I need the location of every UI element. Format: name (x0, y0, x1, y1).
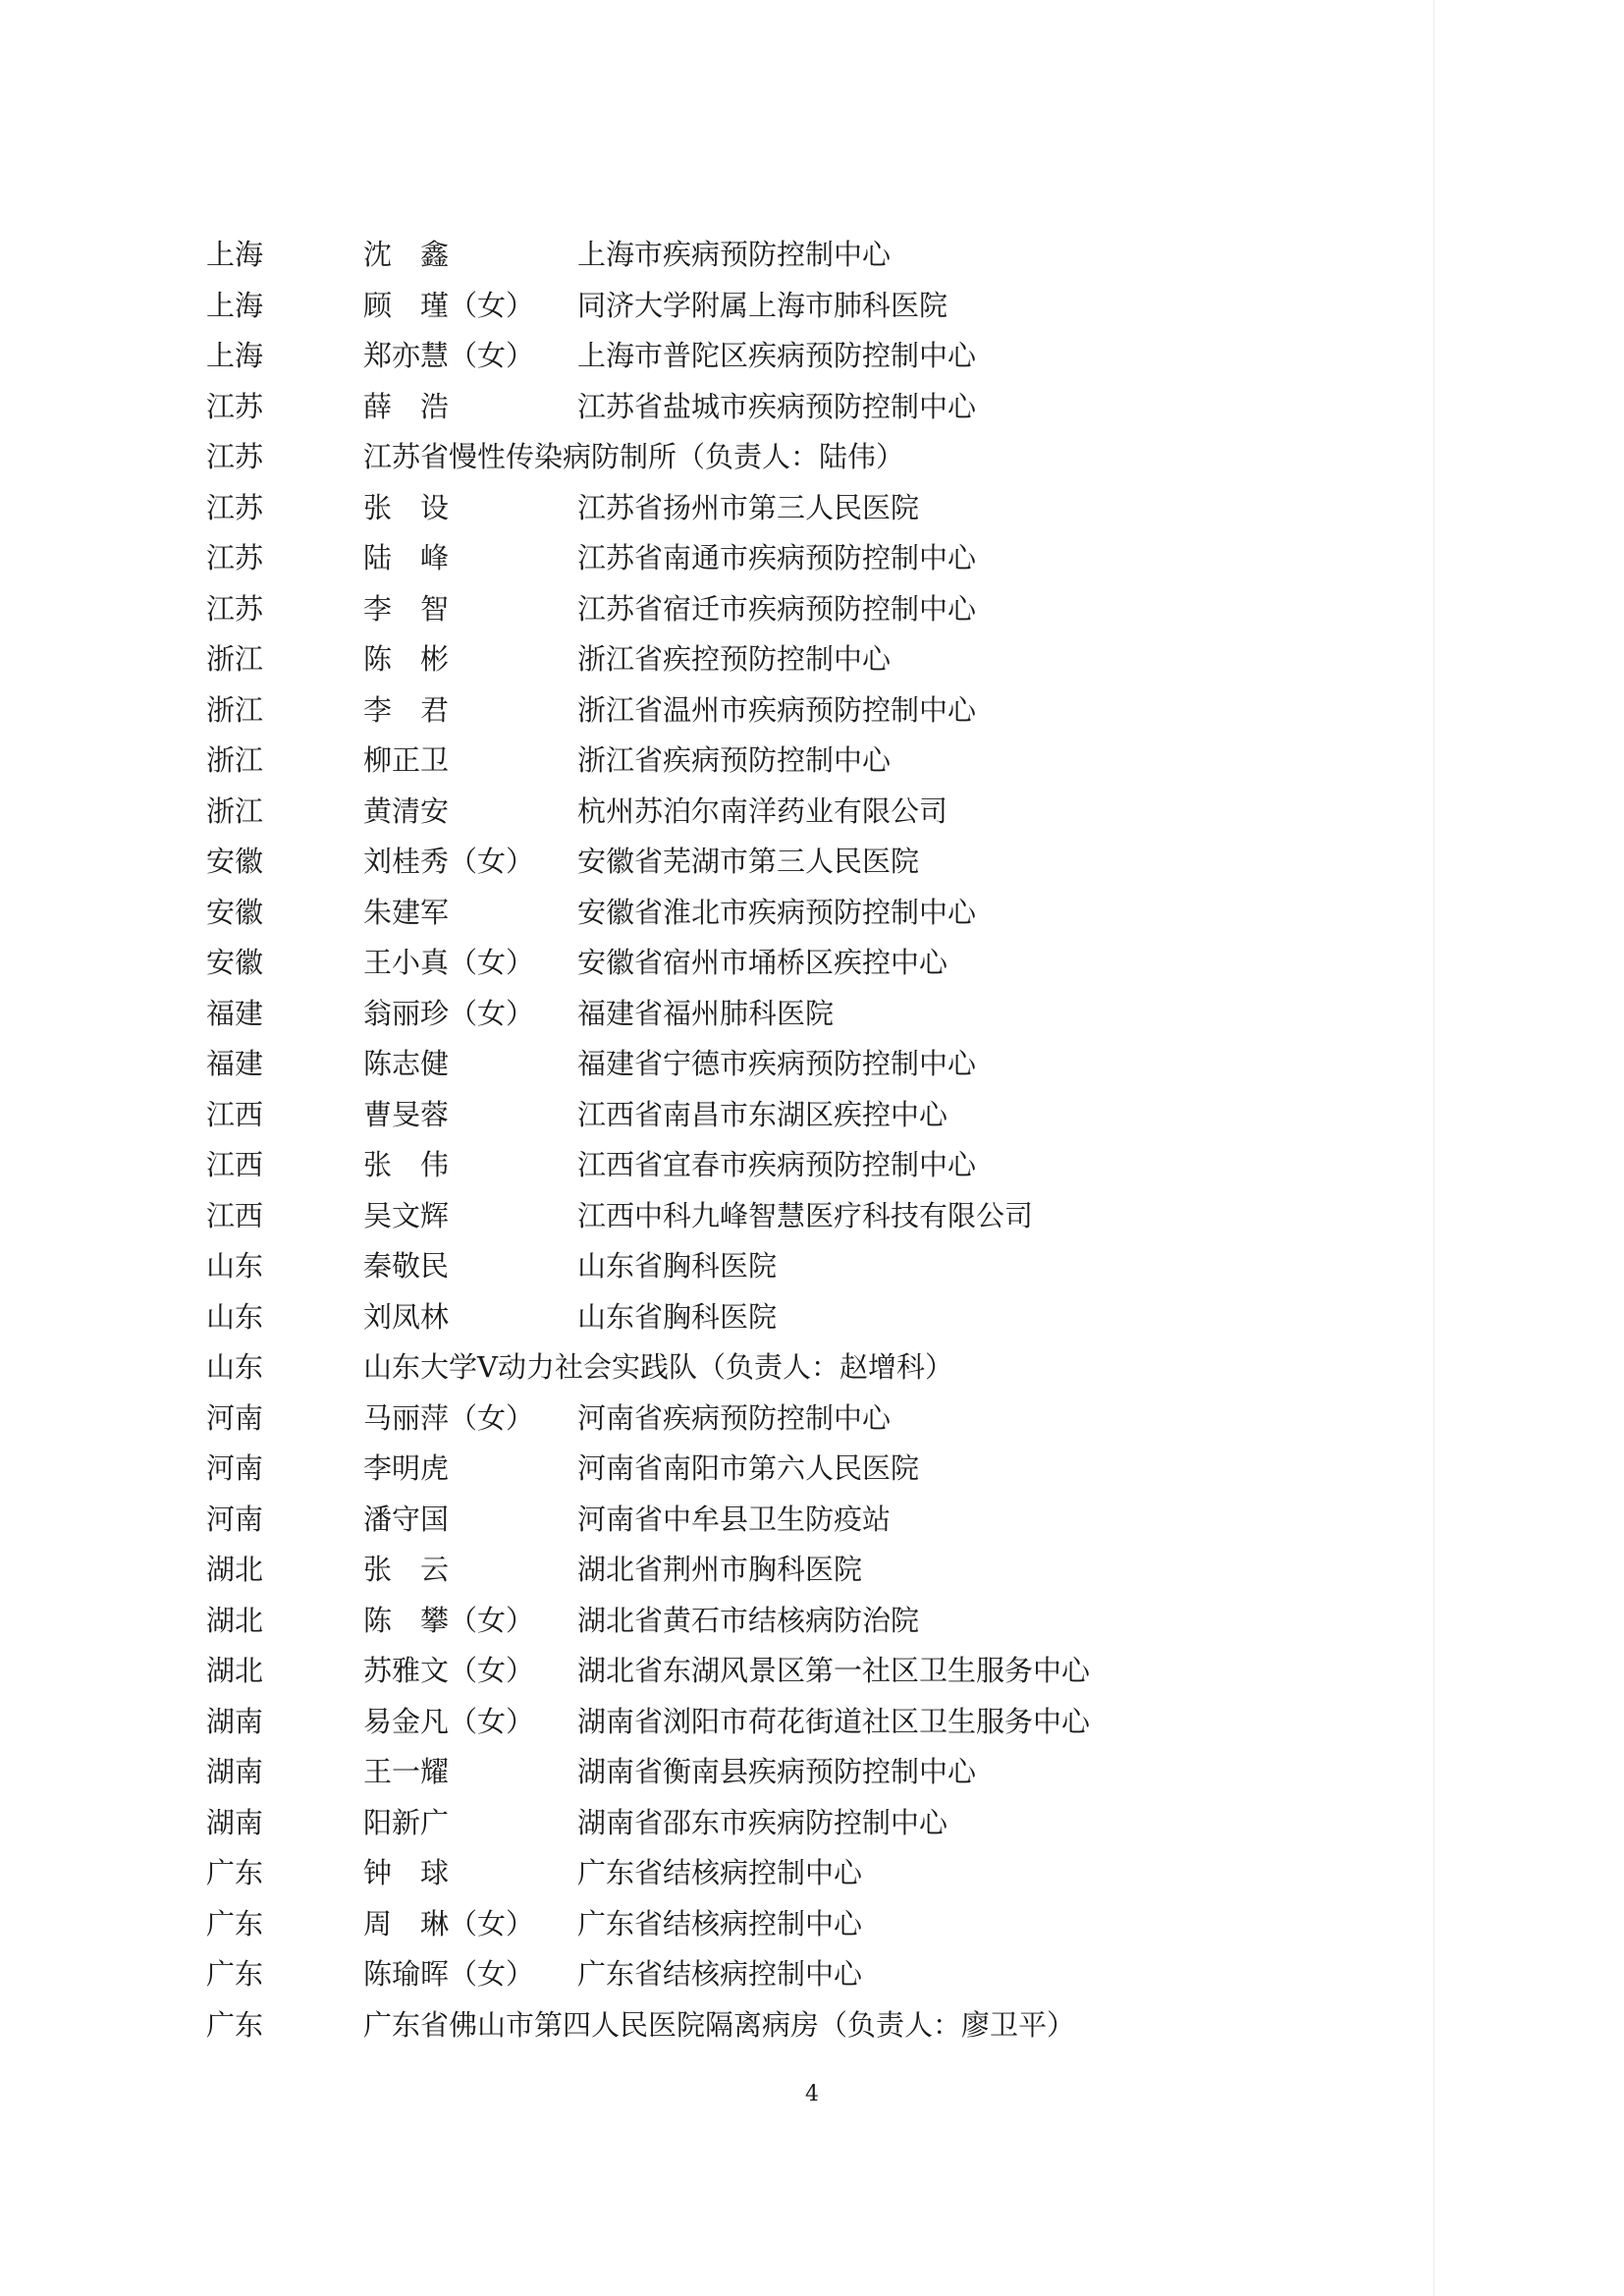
organization-cell: 上海市疾病预防控制中心 (577, 238, 892, 271)
province-cell: 江苏 (206, 591, 264, 626)
name-cell: 秦敬民 (363, 1249, 450, 1283)
list-item (206, 888, 1434, 939)
organization-cell: 湖南省浏阳市荷花街道社区卫生服务中心 (577, 1704, 1091, 1738)
name-cell: 李明虎 (363, 1451, 450, 1485)
list-item (206, 1596, 1434, 1647)
province-cell: 广东 (206, 1906, 264, 1941)
organization-cell: 浙江省温州市疾病预防控制中心 (577, 692, 977, 727)
list-item (206, 230, 1434, 281)
province-cell: 湖北 (206, 1553, 264, 1586)
province-cell: 浙江 (206, 793, 264, 828)
list-item (206, 584, 1434, 635)
list-item (206, 533, 1434, 584)
province-cell: 湖南 (206, 1805, 264, 1839)
organization-cell: 山东省胸科医院 (577, 1299, 778, 1334)
name-cell: 曹旻蓉 (363, 1097, 450, 1131)
collective-honoree-cell: 江苏省慢性传染病防制所（负责人：陆伟） (363, 440, 905, 473)
organization-cell: 江西省南昌市东湖区疾控中心 (577, 1097, 948, 1131)
name-cell: 陆 峰 (363, 541, 450, 574)
name-cell: 陈 攀（女） (363, 1603, 535, 1637)
list-item (206, 1798, 1434, 1849)
collective-honoree-cell: 广东省佛山市第四人民医院隔离病房（负责人：廖卫平） (363, 2007, 1076, 2042)
name-cell: 郑亦慧（女） (363, 339, 535, 372)
organization-cell: 福建省宁德市疾病预防控制中心 (577, 1047, 977, 1080)
list-item (206, 938, 1434, 989)
organization-cell: 江西省宜春市疾病预防控制中心 (577, 1148, 977, 1181)
name-cell: 潘守国 (363, 1502, 450, 1536)
list-item (206, 382, 1434, 433)
organization-cell: 浙江省疾病预防控制中心 (577, 743, 892, 777)
province-cell: 江苏 (206, 389, 264, 423)
province-cell: 湖北 (206, 1603, 264, 1637)
name-cell: 翁丽珍（女） (363, 996, 535, 1030)
name-cell: 朱建军 (363, 895, 450, 929)
organization-cell: 湖北省东湖风景区第一社区卫生服务中心 (577, 1654, 1091, 1687)
organization-cell: 江苏省宿迁市疾病预防控制中心 (577, 591, 977, 626)
name-cell: 薛 浩 (363, 389, 450, 423)
scan-edge-line (1434, 0, 1435, 2296)
organization-cell: 广东省结核病控制中心 (577, 1906, 863, 1941)
list-item (206, 685, 1434, 737)
organization-cell: 同济大学附属上海市肺科医院 (577, 288, 948, 322)
list-item (206, 432, 1434, 483)
name-cell: 刘桂秀（女） (363, 845, 535, 878)
province-cell: 江西 (206, 1148, 264, 1181)
list-item (206, 1444, 1434, 1495)
organization-cell: 广东省结核病控制中心 (577, 1957, 863, 1991)
organization-cell: 河南省中牟县卫生防疫站 (577, 1502, 892, 1536)
name-cell: 易金凡（女） (363, 1704, 535, 1738)
province-cell: 福建 (206, 1047, 264, 1080)
name-cell: 刘凤林 (363, 1299, 450, 1334)
organization-cell: 安徽省芜湖市第三人民医院 (577, 845, 920, 878)
organization-cell: 福建省福州肺科医院 (577, 996, 835, 1030)
name-cell: 苏雅文（女） (363, 1654, 535, 1687)
organization-cell: 湖南省衡南县疾病预防控制中心 (577, 1755, 977, 1788)
province-cell: 安徽 (206, 845, 264, 878)
name-cell: 柳正卫 (363, 743, 450, 777)
organization-cell: 广东省结核病控制中心 (577, 1856, 863, 1889)
list-item (206, 1394, 1434, 1445)
honoree-list (206, 230, 1434, 2050)
province-cell: 广东 (206, 1856, 264, 1889)
name-cell: 张 设 (363, 490, 450, 524)
organization-cell: 江苏省南通市疾病预防控制中心 (577, 541, 977, 574)
name-cell: 张 云 (363, 1553, 450, 1586)
organization-cell: 安徽省淮北市疾病预防控制中心 (577, 895, 977, 929)
list-item (206, 1949, 1434, 2000)
list-item (206, 1292, 1434, 1343)
name-cell: 王小真（女） (363, 946, 535, 979)
name-cell: 吴文辉 (363, 1198, 450, 1232)
province-cell: 河南 (206, 1502, 264, 1536)
list-item (206, 736, 1434, 787)
organization-cell: 湖北省黄石市结核病防治院 (577, 1603, 920, 1637)
list-item (206, 1342, 1434, 1394)
list-item (206, 1747, 1434, 1798)
list-item (206, 1545, 1434, 1596)
name-cell: 阳新广 (363, 1805, 450, 1839)
name-cell: 沈 鑫 (363, 238, 450, 271)
list-item (206, 1191, 1434, 1242)
list-item (206, 787, 1434, 838)
list-item (206, 331, 1434, 382)
list-item (206, 281, 1434, 332)
organization-cell: 江西中科九峰智慧医疗科技有限公司 (577, 1198, 1034, 1232)
name-cell: 王一耀 (363, 1755, 450, 1788)
province-cell: 广东 (206, 1957, 264, 1991)
list-item (206, 634, 1434, 685)
name-cell: 李 君 (363, 692, 450, 727)
organization-cell: 浙江省疾控预防控制中心 (577, 642, 892, 676)
province-cell: 上海 (206, 339, 264, 372)
province-cell: 上海 (206, 288, 264, 322)
organization-cell: 江苏省扬州市第三人民医院 (577, 490, 920, 524)
organization-cell: 河南省疾病预防控制中心 (577, 1400, 892, 1435)
list-item (206, 989, 1434, 1040)
province-cell: 湖南 (206, 1704, 264, 1738)
organization-cell: 安徽省宿州市埇桥区疾控中心 (577, 946, 948, 979)
collective-honoree-cell: 山东大学Ⅴ动力社会实践队（负责人：赵增科） (363, 1350, 953, 1384)
province-cell: 山东 (206, 1350, 264, 1384)
organization-cell: 山东省胸科医院 (577, 1249, 778, 1283)
province-cell: 江西 (206, 1097, 264, 1131)
list-item (206, 1697, 1434, 1748)
name-cell: 张 伟 (363, 1148, 450, 1181)
list-item (206, 1140, 1434, 1191)
list-item (206, 1039, 1434, 1090)
province-cell: 山东 (206, 1249, 264, 1283)
list-item (206, 2000, 1434, 2051)
province-cell: 江西 (206, 1198, 264, 1232)
list-item (206, 1090, 1434, 1141)
province-cell: 广东 (206, 2007, 264, 2042)
province-cell: 山东 (206, 1299, 264, 1334)
name-cell: 马丽萍（女） (363, 1400, 535, 1435)
list-item (206, 1646, 1434, 1697)
page-number: 4 (805, 2082, 819, 2106)
province-cell: 浙江 (206, 743, 264, 777)
province-cell: 江苏 (206, 541, 264, 574)
province-cell: 河南 (206, 1451, 264, 1485)
list-item (206, 483, 1434, 534)
list-item (206, 1899, 1434, 1950)
organization-cell: 河南省南阳市第六人民医院 (577, 1451, 920, 1485)
name-cell: 钟 球 (363, 1856, 450, 1889)
province-cell: 福建 (206, 996, 264, 1030)
name-cell: 李 智 (363, 591, 450, 626)
organization-cell: 上海市普陀区疾病预防控制中心 (577, 339, 977, 372)
province-cell: 浙江 (206, 692, 264, 727)
province-cell: 上海 (206, 238, 264, 271)
name-cell: 陈 彬 (363, 642, 450, 676)
name-cell: 周 琳（女） (363, 1906, 535, 1941)
province-cell: 河南 (206, 1400, 264, 1435)
organization-cell: 湖南省邵东市疾病防控制中心 (577, 1805, 948, 1839)
organization-cell: 杭州苏泊尔南洋药业有限公司 (577, 793, 948, 828)
province-cell: 浙江 (206, 642, 264, 676)
list-item (206, 837, 1434, 888)
list-item (206, 1241, 1434, 1292)
province-cell: 安徽 (206, 946, 264, 979)
province-cell: 湖北 (206, 1654, 264, 1687)
name-cell: 顾 瑾（女） (363, 288, 535, 322)
province-cell: 安徽 (206, 895, 264, 929)
name-cell: 黄清安 (363, 793, 450, 828)
province-cell: 湖南 (206, 1755, 264, 1788)
province-cell: 江苏 (206, 490, 264, 524)
name-cell: 陈志健 (363, 1047, 450, 1080)
list-item (206, 1495, 1434, 1546)
organization-cell: 江苏省盐城市疾病预防控制中心 (577, 389, 977, 423)
name-cell: 陈瑜晖（女） (363, 1957, 535, 1991)
province-cell: 江苏 (206, 440, 264, 473)
list-item (206, 1848, 1434, 1899)
organization-cell: 湖北省荆州市胸科医院 (577, 1553, 863, 1586)
